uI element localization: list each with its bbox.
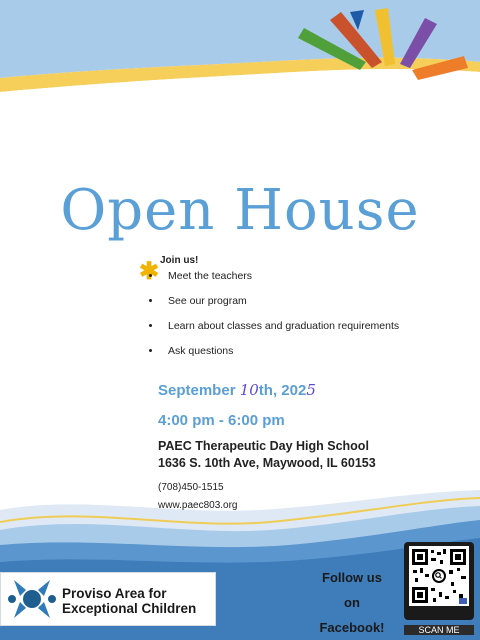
- follow-line-1: Follow us: [322, 570, 382, 585]
- page-title: Open House: [60, 178, 420, 243]
- logo-line-2: Exceptional Children: [62, 601, 197, 616]
- list-item: • See our program: [162, 295, 399, 307]
- date-prefix: September: [158, 382, 240, 399]
- school-name: PAEC Therapeutic Day High School: [158, 439, 369, 453]
- follow-line-3: Facebook!: [319, 620, 385, 635]
- phone-number: (708)450-1515: [158, 482, 224, 493]
- school-address: 1636 S. 10th Ave, Maywood, IL 60153: [158, 456, 376, 470]
- school-info: [158, 438, 376, 472]
- website-link[interactable]: www.paec803.org: [158, 500, 238, 511]
- follow-line-2: on: [344, 595, 360, 610]
- follow-facebook-text: [312, 565, 392, 640]
- qr-code-icon[interactable]: [409, 546, 469, 606]
- join-label: Join us!: [160, 255, 199, 266]
- bullet-list: [146, 270, 399, 370]
- list-item: • Ask questions: [162, 345, 399, 357]
- logo-line-1: Proviso Area for: [62, 586, 167, 601]
- top-wave-decoration: [0, 0, 480, 120]
- date-mid: th, 202: [258, 382, 307, 399]
- date-day-handwritten: 10: [239, 381, 259, 399]
- pae-logo-icon: [6, 576, 58, 622]
- logo-text: [62, 586, 196, 616]
- event-time: 4:00 pm - 6:00 pm: [158, 412, 285, 429]
- scan-me-label: SCAN ME: [404, 625, 474, 635]
- date-year-handwritten: 5: [306, 381, 316, 399]
- event-date: [158, 381, 316, 399]
- list-item: • Meet the teachers: [162, 270, 399, 282]
- asterisk-icon: ✱: [139, 258, 160, 285]
- list-item: • Learn about classes and graduation requirements: [162, 320, 399, 332]
